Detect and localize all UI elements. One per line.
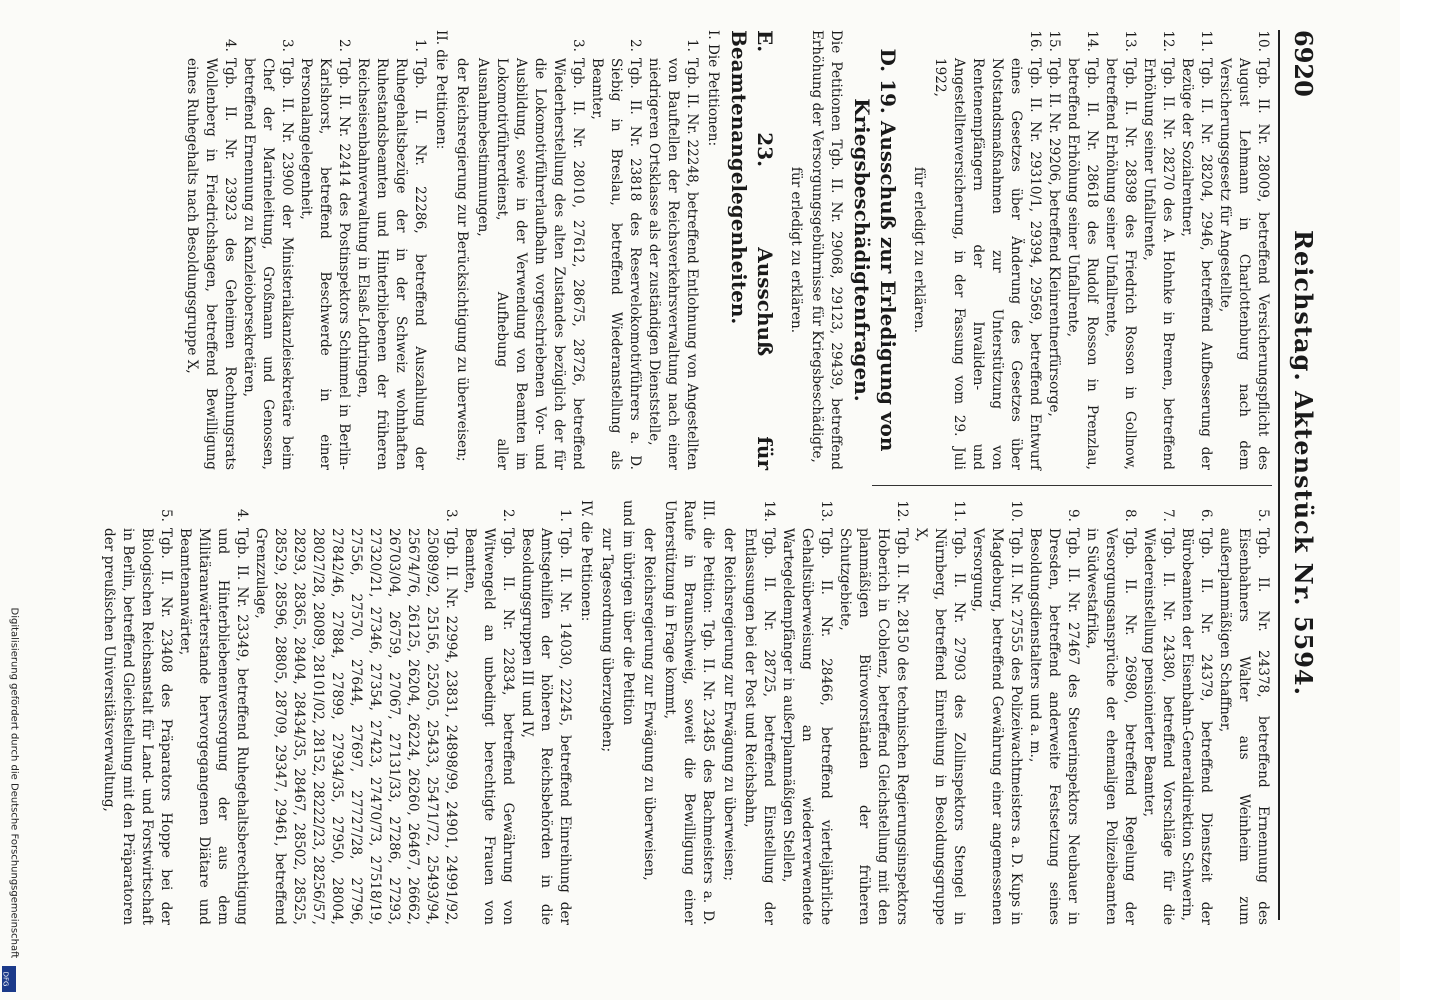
petition-entry [1177, 30, 1215, 470]
petition-entry [587, 30, 644, 470]
entry-text: Tgb. II. Nr. 22414 des Postinspektors Schimmel in Berlin-Karlshorst, betreffend Beschwerde in einer Personalangelegenheit, [298, 58, 352, 470]
entry-number: 3. [443, 509, 459, 522]
entry-text: Tgb. II. Nr. 22834, betreffend Gewährung von Witwengeld an unbedingt berechtigte Frauen von Beamten, [462, 528, 516, 925]
section-iii: III. die Petition: Tgb. II. Nr. 23485 des Bachmeisters a. D. Raufe in Braunschweig, soweit die Bewilligung einer Unterstützung in Frage kommt, [662, 500, 716, 925]
entry-text: Tgb. II. Nr. 28010, 27612, 28675, 28726, betreffend Wiederherstellung des alten Zustandes bezüglich der für die Lokomotivführerlaufbahn vorgeschriebenen Vor- und Ausbildung, sowie in der Verwendung von Beamten im Lokomotivführerdienst, Aufhebung aller Ausnahmebestimmungen, [475, 58, 586, 470]
entry-text: Tgb. II. Nr. 22248, betreffend Entlohnung von Angestellten von Bauftellen der Reichsverkehrsverwaltung nach einer niedrigeren Ortsklasse als der zuständigen Dienststelle, [646, 58, 700, 470]
petition-entry [1063, 30, 1101, 470]
entry-number: 13. [1122, 30, 1138, 52]
entry-text: Tgb. II. Nr. 23818 des Reservelokomotivführers a. D. Siebig in Breslau, betreffend Wiederanstellung als Beamter, [589, 58, 643, 470]
entry-number: 7. [1160, 509, 1176, 522]
entry-number: 10. [1255, 30, 1271, 52]
right-list-b [99, 500, 574, 925]
petition-entry [778, 500, 835, 925]
entry-text: Tgb. II. Nr. 28618 des Rudolf Rosson in Prenzlau, betreffend Erhöhung seiner Unfallrente, [1065, 58, 1100, 470]
entry-text: Tgb. II. Nr. 28009, betreffend Versicherungspflicht des August Lehmann in Charlottenburg nach dem Versicherungsgesetz für Angestellte, [1217, 58, 1271, 470]
entry-number: 14. [761, 500, 777, 522]
entry-text: Tgb. II. Nr. 22286, betreffend Auszahlung der Ruhegehaltsbezüge der in der Schweiz wohnhaften Ruhestandsbeamten und Hinterbliebenen der früheren Reichseisenbahnverwaltung in Elsaß-Lothringen, [355, 58, 428, 470]
petition-entry [1139, 500, 1177, 925]
petition-entry [517, 500, 574, 925]
entry-number: 4. [234, 509, 250, 522]
entry-text: Tgb. II. Nr. 23923 des Geheimen Rechnungsrats Wollenberg in Friedrichshagen, betreffend Bewilligung eines Ruhegehalts nach Besoldungsgruppe X, [184, 58, 238, 470]
right-column [99, 500, 1272, 925]
entry-text: Tgb. II. Nr. 23349, betreffend Ruhegehaltsberechtigung und Hinterbliebenenversorgung der aus dem Militäranwärterstande hervorgegangenen Diätare und Beamtenanwärter, [177, 528, 250, 925]
entry-number: 16. [1027, 30, 1043, 52]
entry-number: 15. [1046, 30, 1062, 52]
petition-entry [1101, 30, 1139, 470]
entry-number: 5. [1255, 509, 1271, 522]
section-ii-intro: II. die Petitionen: [433, 30, 449, 150]
petition-entry [1025, 500, 1082, 925]
running-title: Reichstag. Aktenstück Nr. 5594. [1289, 230, 1318, 696]
entry-number: 10. [1008, 500, 1024, 522]
entry-number: 8. [1122, 509, 1138, 522]
digitization-note-text: Digitalisierung gefördert durch die Deutsche Forschungsgemeinschaft [8, 607, 20, 959]
section-d-heading: D. 19. Ausschuß zur Erledigung von Kriegsbeschädigtenfragen. [850, 48, 900, 452]
section-iv-intro: IV. die Petitionen: [578, 500, 594, 622]
entry-text: Tgb. II. Nr. 24380, betreffend Vorschläge für die Wiedereinstellung pensionierter Beamter, [1141, 528, 1176, 925]
digitization-note [6, 606, 18, 996]
entry-number: 2. [336, 39, 352, 52]
section-e-heading: E. 23. Ausschuß für Beamtenangelegenheiten. [727, 30, 777, 470]
entry-number: 11. [951, 500, 967, 522]
petition-entry [460, 500, 517, 925]
entry-number: 1. [684, 39, 700, 52]
entry-text: Tgb. II. Nr. 27467 des Steuerinspektors Neubauer in Dresden, betreffend anderweite Festsetzung seines Besoldungsdienstalters und a. m., [1027, 528, 1081, 925]
entry-number: 12. [1160, 30, 1176, 52]
entry-text: Tgb. II. Nr. 28204, 2946, betreffend Aufbesserung der Bezüge der Sozialrentner, [1179, 58, 1214, 470]
column-divider [872, 485, 1272, 486]
entry-number: 11. [1198, 30, 1214, 52]
entry-text: Tgb. II. Nr. 14030, 22245, betreffend Einreihung der Amtsgehilfen der höheren Reichsbehörden in die Besoldungsgruppen III und IV, [519, 528, 573, 925]
section-d-text: Die Petitionen Tgb. II. Nr. 29068, 29123, 29439, betreffend Erhöhung der Versorgungsgebührnisse für Kriegsbeschädigte, [809, 30, 844, 470]
entry-number: 4. [222, 39, 238, 52]
reich-erwaegung-b: der Reichsregierung zur Erwägung zu überweisen; [721, 528, 737, 881]
entry-number: 2. [500, 509, 516, 522]
reich-overweisen-a: der Reichsregierung zur Berücksichtigung zu überweisen; [454, 58, 470, 462]
right-list-a [740, 500, 1272, 925]
entry-text: Tgb. II. Nr. 24379, betreffend Dienstzeit der Bürobeamten der Eisenbahn-Generaldirektion Schwerin, [1179, 528, 1214, 925]
section-d-erledigt: für erledigt zu erklären. [788, 166, 804, 334]
entry-number: 2. [627, 39, 643, 52]
petition-entry [251, 500, 460, 925]
left-column [182, 30, 1272, 470]
petition-entry [1177, 500, 1215, 925]
left-list-a [930, 30, 1272, 470]
entry-text: Tgb. II. Nr. 28466, betreffend vierteljährliche Gehaltsüberweisung an wiederverwendete Wartegeldempfänger in außerplanmäßigen Stellen, [780, 528, 834, 925]
entry-number: 5. [158, 509, 174, 522]
petition-entry [296, 30, 353, 470]
petition-entry [182, 30, 239, 470]
page-header [1278, 30, 1320, 920]
entry-text: Tgb. II. Nr. 27555 des Polizeiwachtmeisters a. D. Kups in Magdeburg, betreffend Gewährung einer angemessenen Versorgung, [970, 528, 1024, 925]
petition-entry [473, 30, 587, 470]
entry-text: Tgb. II. Nr. 29310/1, 29394, 29569, betreffend Entwurf eines Gesetzes über Änderung des Gesetzes über Notstandsmaßnahmen zur Unterstützung von Rentenempfängern der Invaliden- und Angestelltenversicherung, in der Fassung vom 29. Juli 1922, [932, 58, 1043, 470]
entry-number: 14. [1084, 30, 1100, 52]
entry-text: Tgb. II. Nr. 28270 des A. Hohnke in Bremen, betreffend Erhöhung seiner Unfallrente, [1141, 58, 1176, 470]
petition-entry [1215, 30, 1272, 470]
entry-number: 1. [557, 509, 573, 522]
dfg-logo [2, 966, 16, 992]
entry-text: Tgb. II. Nr. 28150 des technischen Regierungsinspektors Hoberich in Coblenz, betreffend Gleichstellung mit den planmäßigen Büroworständen der früheren Schutzgebiete, [837, 528, 910, 925]
entry-text: Tgb. II. Nr. 24378, betreffend Ernennung des Eisenbahners Walter aus Weinheim zum außerplanmäßigen Schaffner, [1217, 528, 1271, 925]
reich-erwaegung-c: der Reichsregierung zur Erwägung zu überweisen, [641, 528, 657, 881]
erledigt-line: für erledigt zu erklären. [911, 166, 927, 334]
petition-entry [1082, 500, 1139, 925]
entry-text: Tgb. II. Nr. 26980, betreffend Regelung der Versorgungsansprüche der ehemaligen Polizeibeamten in Südwestafrika, [1084, 528, 1138, 925]
petition-entry [239, 30, 296, 470]
entry-text: Tgb. II. Nr. 23900 der Ministerialkanzleisekretäre beim Chef der Marineleitung, Großmann und Genossen, betreffend Ernennung zu Kanzleiobersekretären, [241, 58, 295, 470]
petition-entry [99, 500, 175, 925]
entry-text: Tgb. II. Nr. 28398 des Friedrich Rosson in Gollnow, betreffend Erhöhung seiner Unfallrente, [1103, 58, 1138, 470]
entry-number: 13. [818, 500, 834, 522]
petition-entry [644, 30, 701, 470]
entry-number: 6. [1198, 509, 1214, 522]
entry-number: 3. [570, 39, 586, 52]
petition-entry [968, 500, 1025, 925]
petition-entry [1215, 500, 1272, 925]
petition-entry [930, 30, 1044, 470]
rest-iii: und im übrigen über die Petition [620, 500, 636, 726]
entry-text: Tgb. II. Nr. 28725, betreffend Einstellung der Entlassungen bei der Post und Reichsbahn, [742, 528, 777, 925]
entry-text: Tgb. II. Nr. 27903 des Zollinspektors Stengel in Nürnberg, betreffend Einreihung in Besoldungsgruppe X, [913, 528, 967, 925]
dfg-logo-text: DFG [1, 971, 10, 987]
page-number: 6920 [1289, 30, 1318, 97]
left-list-c [182, 30, 429, 470]
tagesordnung-line: zur Tagesordnung überzugehen; [599, 528, 615, 753]
petition-entry [1044, 30, 1063, 470]
petition-entry [1139, 30, 1177, 470]
entry-text: Tgb. II. Nr. 22994, 23831, 24898/99, 24901, 24991/92, 25089/92, 25156, 25205, 25433, 25471/72, 25493/94, 25674/76, 26125, 26204, 26224, 26260, 26467, 26662, 26703/04, 26759, 27067, 27131/33, 27286, 27293, 27320/21, 27346, 27354, 27423, 27470/73, 27518/19, 27556, 27570, 27644, 27697, 27727/28, 27796, 27842/46, 27884, 27899, 27934/35, 27950, 28004, 28027/28, 28089, 28101/02, 28152, 28222/23, 28256/57, 28293, 28365, 28404, 28434/35, 28467, 28502, 28525, 28529, 28596, 28805, 28709, 29347, 29461, betreffend Grenzzulage, [253, 528, 459, 925]
petition-entry [835, 500, 911, 925]
left-list-b [473, 30, 701, 470]
entry-number: 12. [894, 500, 910, 522]
entry-number: 9. [1065, 509, 1081, 522]
entry-number: 1. [412, 39, 428, 52]
entry-number: 3. [279, 39, 295, 52]
petition-entry [353, 30, 429, 470]
entry-text: Tgb. II. Nr. 23408 des Präparators Hoppe bei der Biologischen Reichsanstalt für Land- und Forstwirtschaft in Berlin, betreffend Gleichstellung mit den Präparatoren der preußischen Universitätsverwaltung, [101, 528, 174, 925]
petition-entry [911, 500, 968, 925]
entry-text: Tgb. II. Nr. 29206, betreffend Kleinrentnerfürsorge, [1046, 58, 1062, 417]
petition-entry [175, 500, 251, 925]
section-e-intro: I. Die Petitionen: [705, 30, 721, 147]
petition-entry [740, 500, 778, 925]
